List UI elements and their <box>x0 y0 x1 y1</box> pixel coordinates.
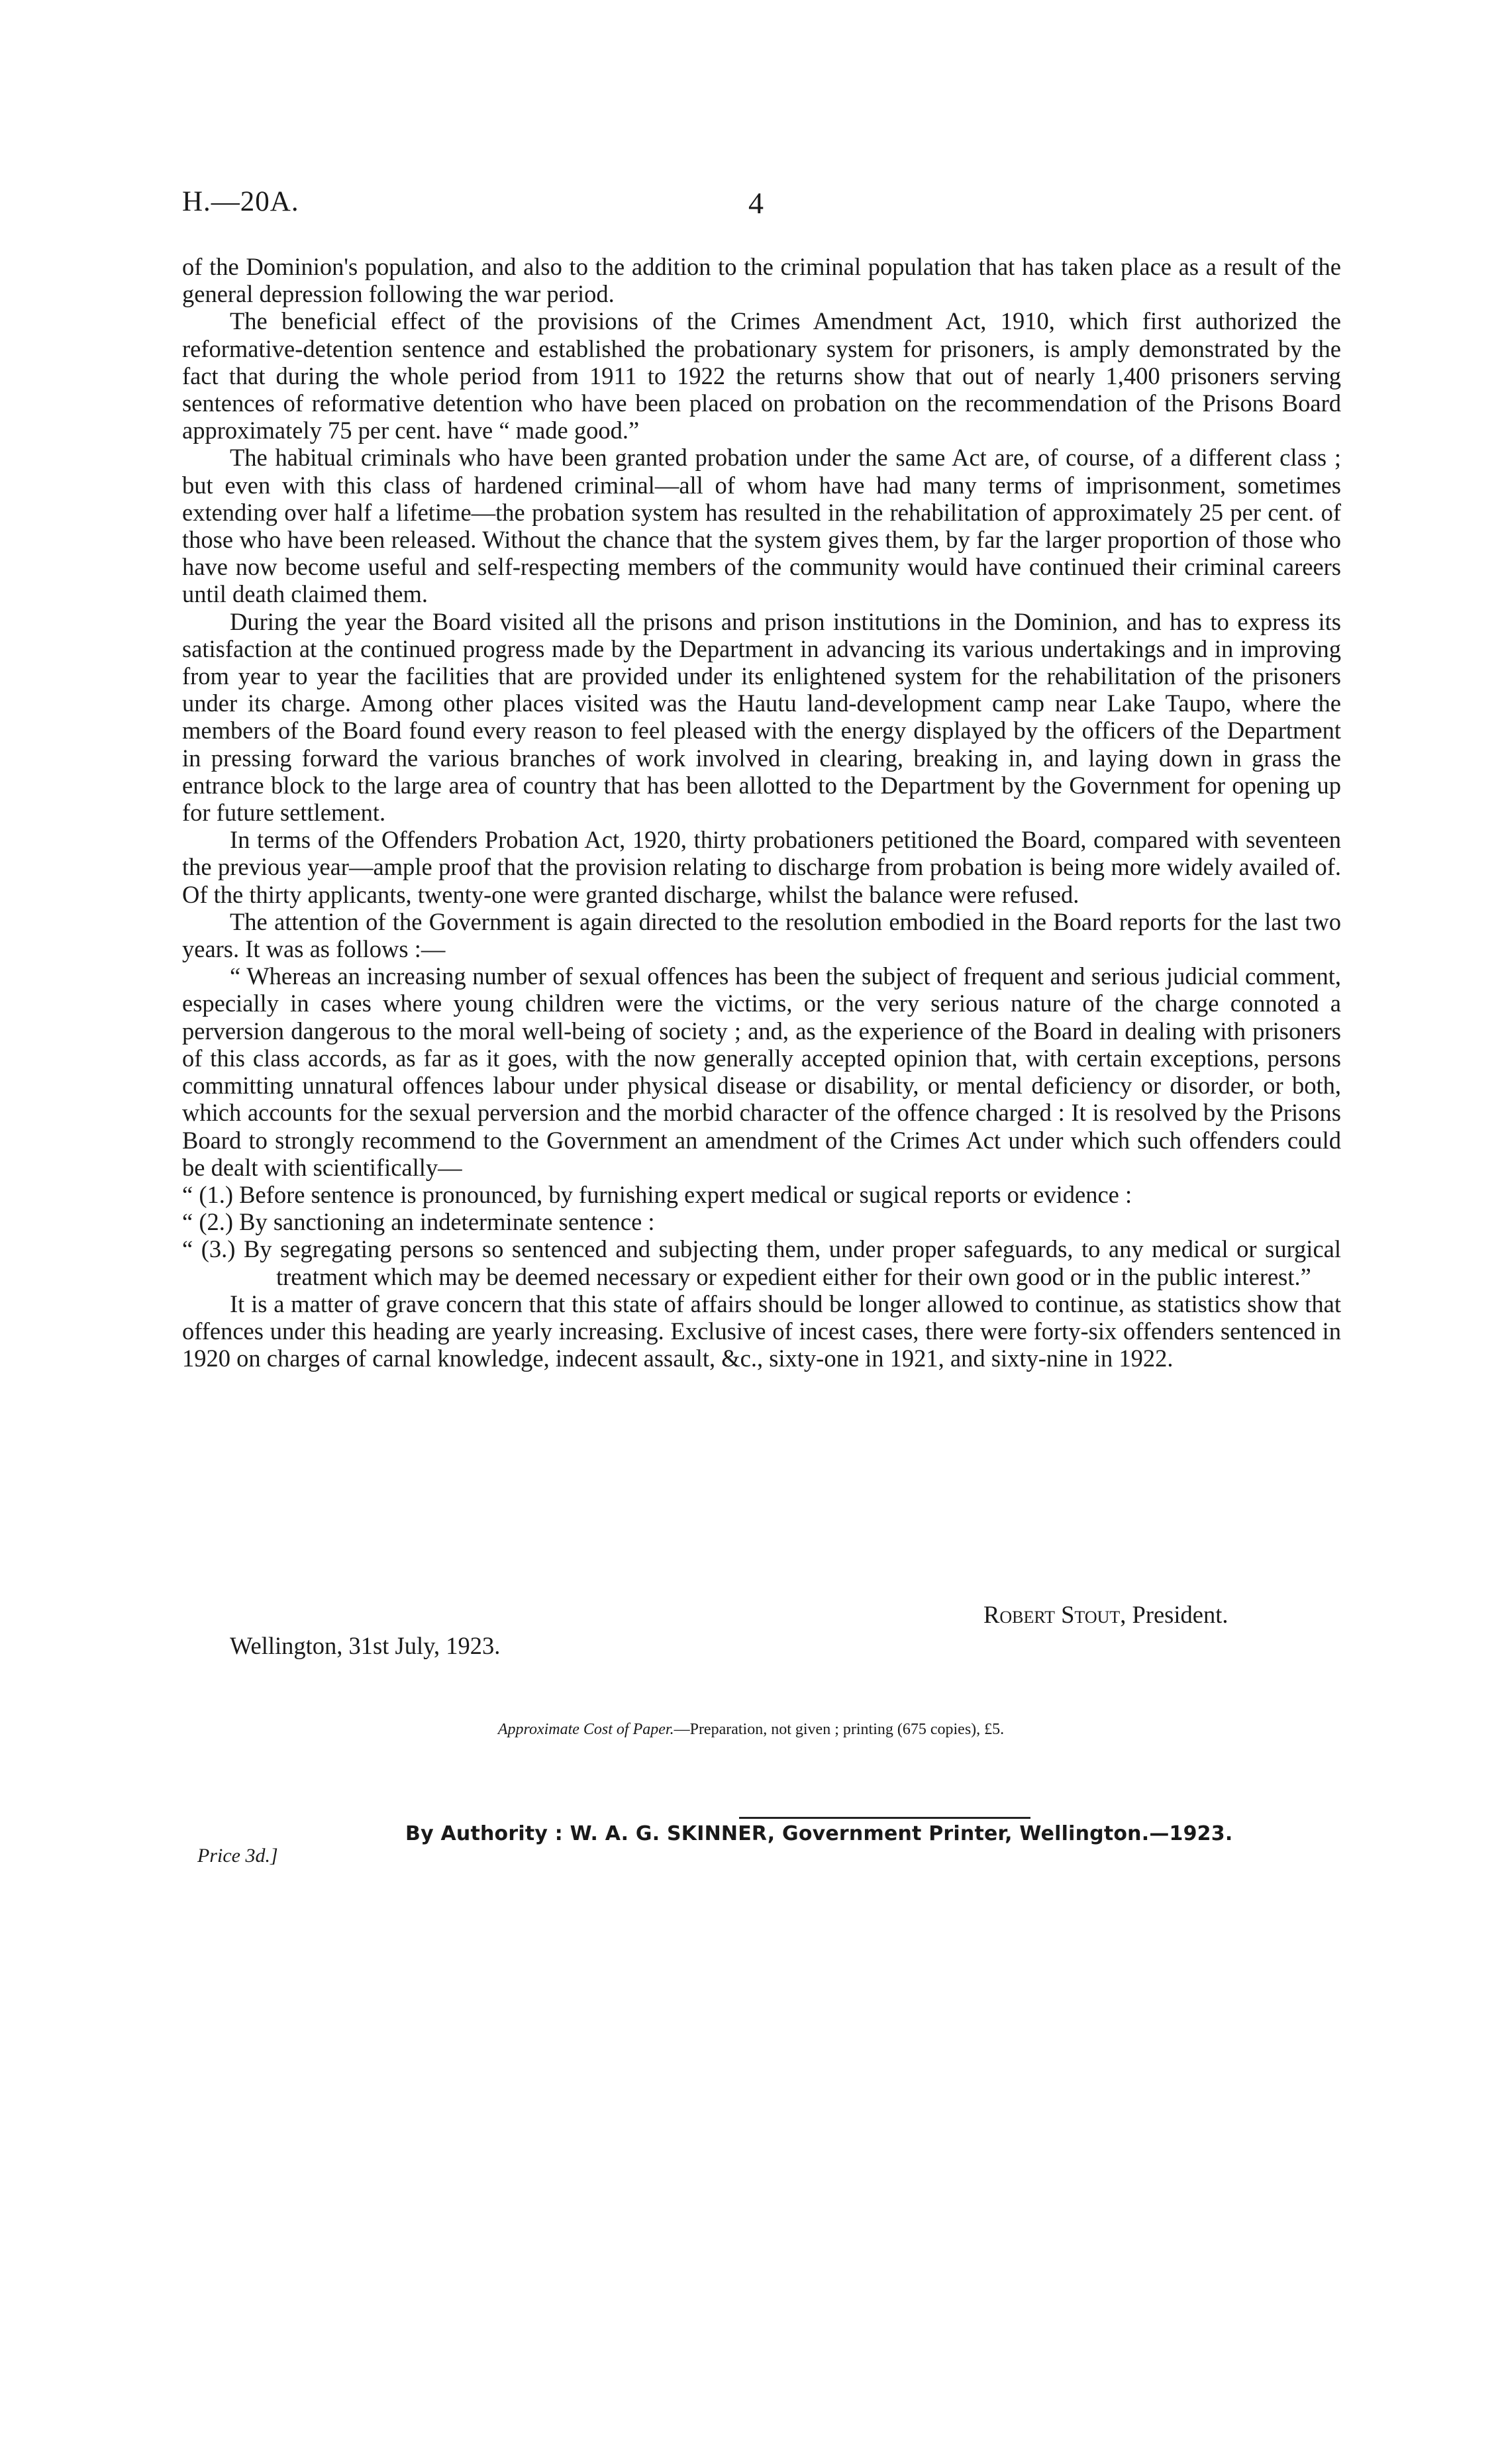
place-date: Wellington, 31st July, 1923. <box>230 1632 501 1659</box>
signatory-name: Robert Stout <box>983 1601 1121 1628</box>
footer-rule <box>739 1817 1030 1819</box>
resolution-item-3: “ (3.) By segregating persons so sentenced and subjecting them, under proper safeguards, to any medical or surgical treatment which may be deemed necessary or expedient either for their own good or in the public interest.” <box>182 1235 1341 1290</box>
printer-authority: By Authority : W. A. G. SKINNER, Government Printer, Wellington.—1923. <box>405 1822 1233 1845</box>
cost-text: —Preparation, not given ; printing (675 copies), £5. <box>674 1721 1005 1738</box>
resolution-quote: “ Whereas an increasing number of sexual offences has been the subject of frequent and serious judicial comment, especially in cases where young children were the victims, or the very serious nature of the charge connoted a perversion dangerous to the moral well-being of society ; and, as the experience of the Board in dealing with prisoners of this class accords, as far as it goes, with the now generally accepted opinion that, with certain exceptions, persons committing unnatural offences labour under physical disease or disability, or mental deficiency or disorder, or both, which accounts for the sexual perversion and the morbid character of the offence charged : It is resolved by the Prisons Board to strongly recommend to the Government an amendment of the Crimes Act under which such offenders could be dealt with scientifically— <box>182 962 1341 1181</box>
body-text <box>182 253 1341 1372</box>
signature <box>983 1600 1228 1629</box>
paragraph-4: During the year the Board visited all the prisons and prison institutions in the Dominion, and has to express its satisfaction at the continued progress made by the Department in advancing its various undertakings and in improving from year to year the facilities that are provided under its enlightened system for the rehabilitation of the prisoners under its charge. Among other places visited was the Hautu land-development camp near Lake Taupo, where the members of the Board found every reason to feel pleased with the energy displayed by the officers of the Department in pressing forward the various branches of work involved in clearing, breaking in, and laying down in grass the entrance block to the large area of country that has been allotted to the Department by the Government for opening up for future settlement. <box>182 607 1341 827</box>
paragraph-6: The attention of the Government is again directed to the resolution embodied in the Board reports for the last two years. It was as follows :— <box>182 907 1341 963</box>
document-reference: H.—20A. <box>182 186 299 217</box>
paragraph-2: The beneficial effect of the provisions of the Crimes Amendment Act, 1910, which first authorized the reformative-detention sentence and established the probationary system for prisoners, is amply demonstrated by the fact that during the whole period from 1911 to 1922 the returns show that out of nearly 1,400 prisoners serving sentences of reformative detention who have been placed on probation on the recommendation of the Prisons Board approximately 75 per cent. have “ made good.” <box>182 307 1341 444</box>
signatory-title: , President. <box>1120 1601 1228 1628</box>
price: Price 3d.] <box>197 1845 278 1867</box>
resolution-item-2: “ (2.) By sanctioning an indeterminate sentence : <box>182 1208 655 1236</box>
paragraph-8: It is a matter of grave concern that this state of affairs should be longer allowed to continue, as statistics show that offences under this heading are yearly increasing. Exclusive of incest cases, there were forty-six offenders sentenced in 1920 on charges of carnal knowledge, indecent assault, &c., sixty-one in 1921, and sixty-nine in 1922. <box>182 1290 1341 1372</box>
paragraph-1: of the Dominion's population, and also to the addition to the criminal population that has taken place as a result of the general depression following the war period. <box>182 253 1341 308</box>
paragraph-5: In terms of the Offenders Probation Act, 1920, thirty probationers petitioned the Board, compared with seventeen the previous year—ample proof that the provision relating to discharge from probation is being more widely availed of. Of the thirty applicants, twenty-one were granted discharge, whilst the balance were refused. <box>182 826 1341 908</box>
cost-of-paper <box>0 1721 1502 1739</box>
resolution-item-1: “ (1.) Before sentence is pronounced, by furnishing expert medical or sugical reports or evidence : <box>182 1180 1132 1208</box>
cost-label: Approximate Cost of Paper. <box>497 1721 674 1738</box>
page-number: 4 <box>748 186 764 220</box>
paragraph-3: The habitual criminals who have been granted probation under the same Act are, of course, of a different class ; but even with this class of hardened criminal—all of whom have had many terms of imprisonment, sometimes extending over half a lifetime—the probation system has resulted in the rehabilitation of approximately 25 per cent. of those who have been released. Without the chance that the system gives them, by far the larger proportion of those who have now become useful and self-respecting members of the community would have continued their criminal careers until death claimed them. <box>182 444 1341 608</box>
page-header <box>182 185 1341 225</box>
